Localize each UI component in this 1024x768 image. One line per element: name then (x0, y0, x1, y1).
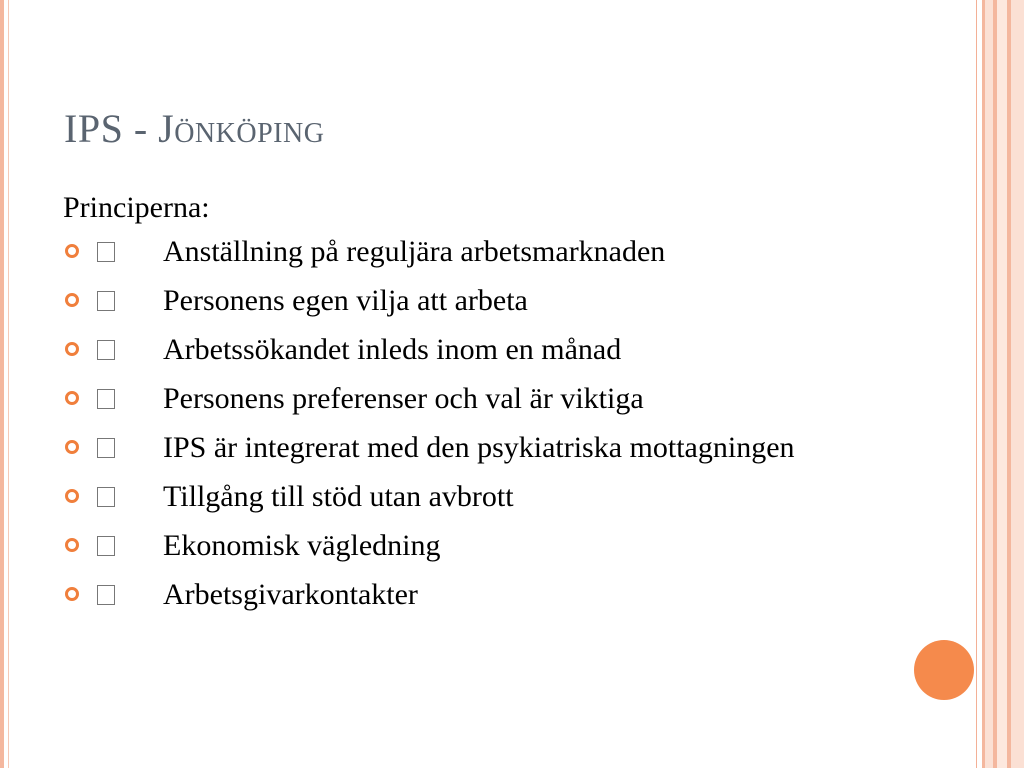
missing-glyph-box-icon (97, 291, 115, 311)
bullet-icon (65, 293, 79, 307)
right-frame-stripe (985, 0, 993, 768)
left-frame-border (0, 0, 4, 768)
bullet-icon (65, 244, 79, 258)
missing-glyph-box-icon (97, 340, 115, 360)
bullet-icon (65, 391, 79, 405)
bullet-icon (65, 342, 79, 356)
list-item (63, 232, 863, 272)
list-item (63, 477, 863, 517)
list-item (63, 526, 863, 566)
right-frame-stripe (1011, 0, 1024, 768)
bullet-icon (65, 538, 79, 552)
missing-glyph-box-icon (97, 487, 115, 507)
bullet-icon (65, 440, 79, 454)
left-frame-line (8, 0, 9, 768)
missing-glyph-box-icon (97, 242, 115, 262)
list-item-text: Personens egen vilja att arbeta (163, 284, 528, 317)
list-item-text: Anställning på reguljära arbetsmarknaden (163, 235, 666, 268)
list-item (63, 428, 863, 468)
slide-title: IPS - Jönköping (64, 106, 325, 151)
decorative-circle (914, 640, 974, 700)
missing-glyph-box-icon (97, 585, 115, 605)
list-item-text: IPS är integrerat med den psykiatriska mottagningen (163, 431, 795, 464)
list-item-text: Ekonomisk vägledning (163, 529, 441, 562)
slide-body (63, 188, 863, 624)
list-item-text: Arbetsgivarkontakter (163, 578, 418, 611)
bullet-icon (65, 587, 79, 601)
missing-glyph-box-icon (97, 438, 115, 458)
list-item-text: Tillgång till stöd utan avbrott (163, 480, 514, 513)
bullet-icon (65, 489, 79, 503)
list-item (63, 379, 863, 419)
list-item-text: Personens preferenser och val är viktiga (163, 382, 644, 415)
list-item-text: Arbetssökandet inleds inom en månad (163, 333, 622, 366)
right-frame-stripe (976, 0, 977, 768)
list-item (63, 330, 863, 370)
missing-glyph-box-icon (97, 389, 115, 409)
right-frame-stripe (997, 0, 1007, 768)
list-item (63, 281, 863, 321)
missing-glyph-box-icon (97, 536, 115, 556)
lead-text: Principerna: (63, 191, 210, 224)
list-item (63, 575, 863, 615)
